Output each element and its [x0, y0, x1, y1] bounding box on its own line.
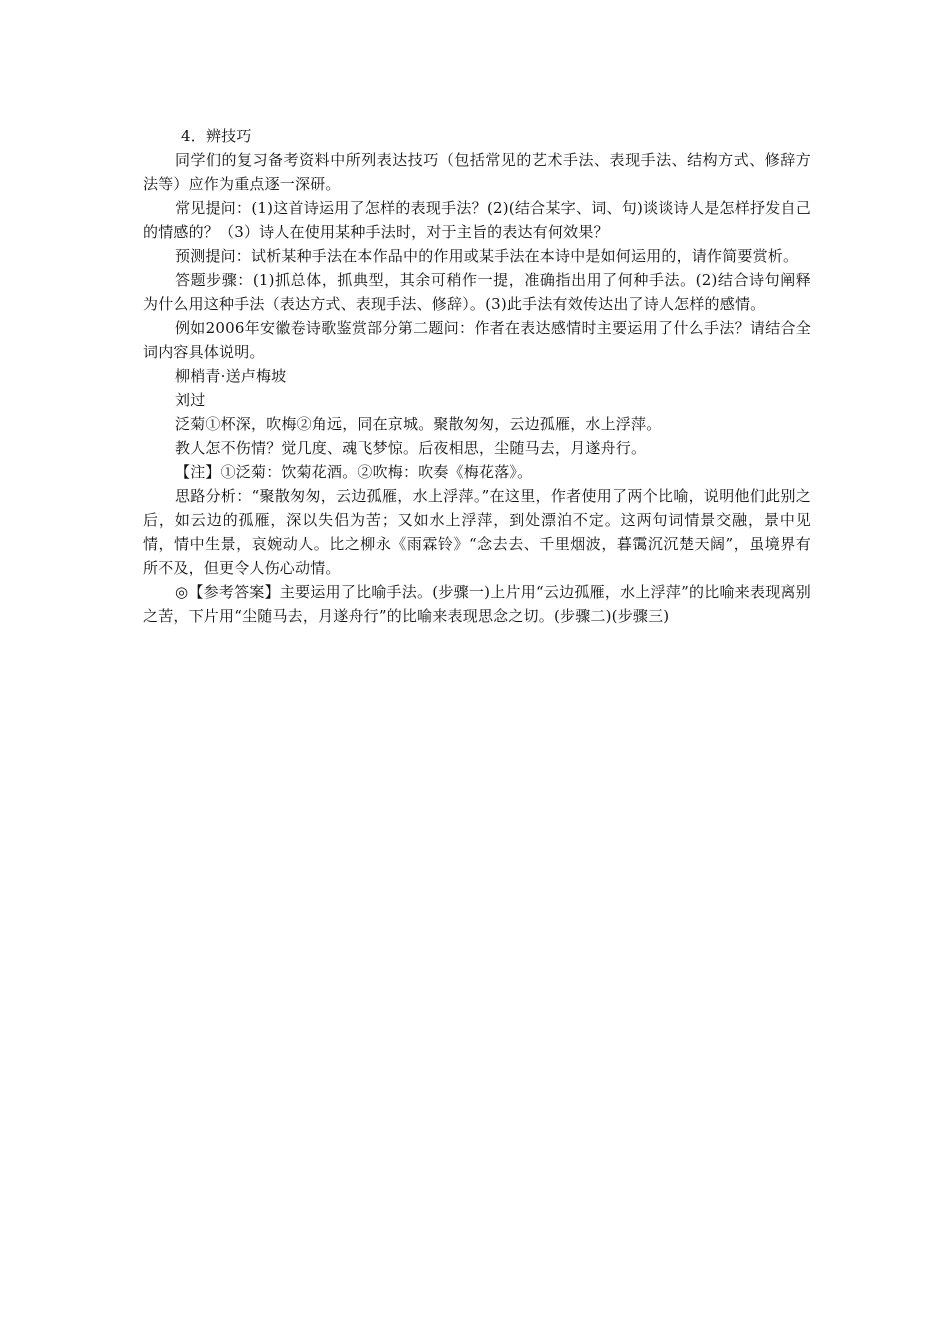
- answer-steps-paragraph: 答题步骤：(1)抓总体，抓典型，其余可稍作一提，准确指出用了何种手法。(2)结合诗句阐释为什么用这种手法（表达方式、表现手法、修辞）。(3)此手法有效传达出了诗人怎样的感情。: [143, 271, 811, 313]
- analysis-paragraph: 思路分析：“聚散匆匆，云边孤雁，水上浮萍。”在这里，作者使用了两个比喻，说明他们此别之后，如云边的孤雁，深以失侣为苦；又如水上浮萍，到处漂泊不定。这两句词情景交融，景中见情，情中生景，哀婉动人。比之柳永《雨霖铃》“念去去、千里烟波，暮霭沉沉楚天阔”，虽境界有所不及，但更令人伤心动情。: [143, 487, 811, 577]
- example-paragraph: 例如2006年安徽卷诗歌鉴赏部分第二题问：作者在表达感情时主要运用了什么手法？请结合全词内容具体说明。: [143, 319, 811, 361]
- poem-stanza-2: 教人怎不伤情？觉几度、魂飞梦惊。后夜相思，尘随马去，月遂舟行。: [175, 439, 647, 457]
- poem-stanza-1: 泛菊①杯深，吹梅②角远，同在京城。聚散匆匆，云边孤雁，水上浮萍。: [175, 415, 662, 433]
- poem-title: 柳梢青·送卢梅坡: [175, 367, 287, 385]
- poem-notes: 【注】①泛菊：饮菊花酒。②吹梅：吹奏《梅花落》。: [175, 463, 533, 481]
- poem-author: 刘过: [175, 391, 206, 409]
- document-body: [143, 124, 811, 628]
- reference-answer-paragraph: ◎【参考答案】主要运用了比喻手法。(步骤一)上片用“云边孤雁，水上浮萍”的比喻来表现离别之苦，下片用“尘随马去，月遂舟行”的比喻来表现思念之切。(步骤二)(步骤三): [143, 583, 811, 625]
- section-heading: 4．辨技巧: [181, 127, 252, 145]
- common-questions-paragraph: 常见提问：(1)这首诗运用了怎样的表现手法？(2)(结合某字、词、句)谈谈诗人是怎样抒发自己的情感的？（3）诗人在使用某种手法时，对于主旨的表达有何效果？: [143, 199, 811, 241]
- predicted-questions-paragraph: 预测提问：试析某种手法在本作品中的作用或某手法在本诗中是如何运用的，请作简要赏析。: [175, 247, 799, 265]
- intro-paragraph: 同学们的复习备考资料中所列表达技巧（包括常见的艺术手法、表现手法、结构方式、修辞方法等）应作为重点逐一深研。: [143, 151, 811, 193]
